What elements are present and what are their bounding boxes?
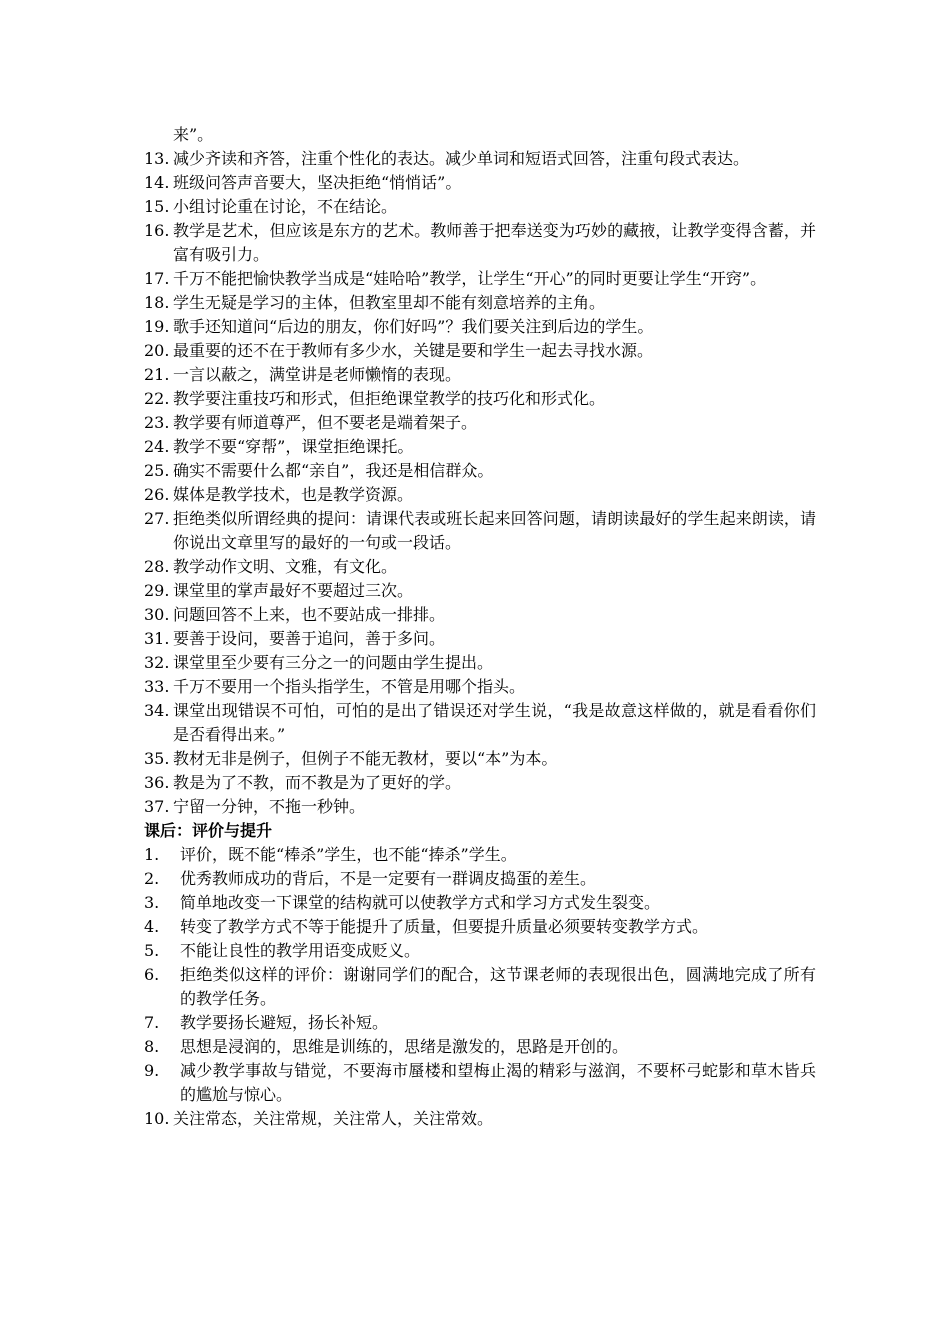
list-item-text: 教学要注重技巧和形式，但拒绝课堂教学的技巧化和形式化。 — [173, 389, 606, 408]
list-item-number: 5. — [144, 941, 160, 960]
list-item-text: 问题回答不上来，也不要站成一排排。 — [173, 605, 446, 624]
list-item — [144, 219, 816, 267]
list-item — [144, 699, 816, 747]
list-item-number: 8. — [144, 1037, 160, 1056]
list-item-text: 歌手还知道问“后边的朋友，你们好吗”？我们要关注到后边的学生。 — [173, 317, 654, 336]
list-item-number: 19. — [144, 317, 170, 336]
list-item-text: 优秀教师成功的背后，不是一定要有一群调皮捣蛋的差生。 — [180, 869, 597, 888]
list-item-text: 宁留一分钟，不拖一秒钟。 — [173, 797, 366, 816]
list-item-text: 千万不能把愉快教学当成是“娃哈哈”教学，让学生“开心”的同时更要让学生“开窍”。 — [173, 269, 767, 288]
list-item-number: 9. — [144, 1061, 160, 1080]
list-item-number: 35. — [144, 749, 170, 768]
list-item — [144, 507, 816, 555]
list-item-text: 千万不要用一个指头指学生，不管是用哪个指头。 — [173, 677, 526, 696]
continued-line: 来”。 — [173, 125, 214, 144]
list-item-text: 最重要的还不在于教师有多少水，关键是要和学生一起去寻找水源。 — [173, 341, 654, 360]
list-item-number: 21. — [144, 365, 170, 384]
list-item-number: 33. — [144, 677, 170, 696]
list-item — [144, 675, 816, 699]
list-item-text: 课堂出现错误不可怕，可怕的是出了错误还对学生说，“我是故意这样做的，就是看看你们是否看得出来。” — [173, 701, 816, 744]
document-page — [144, 123, 816, 1131]
list-item — [144, 1011, 816, 1035]
list-item — [144, 555, 816, 579]
list-item-number: 1. — [144, 845, 160, 864]
list-item-number: 25. — [144, 461, 170, 480]
list-item — [144, 435, 816, 459]
list-item-text: 媒体是教学技术，也是教学资源。 — [173, 485, 414, 504]
list-item — [144, 579, 816, 603]
list-item-number: 15. — [144, 197, 170, 216]
list-item-text: 教学要有师道尊严，但不要老是端着架子。 — [173, 413, 478, 432]
list-item-text: 小组讨论重在讨论，不在结论。 — [173, 197, 398, 216]
list-item-text: 关注常态，关注常规，关注常人，关注常效。 — [173, 1109, 494, 1128]
list-item-number: 28. — [144, 557, 170, 576]
list-item-text: 思想是浸润的，思维是训练的，思绪是激发的，思路是开创的。 — [180, 1037, 629, 1056]
list-in-class — [144, 147, 816, 819]
list-item — [144, 459, 816, 483]
list-item — [144, 147, 816, 171]
list-item — [144, 771, 816, 795]
list-item — [144, 915, 816, 939]
list-item-number: 2. — [144, 869, 160, 888]
list-item-text: 减少教学事故与错觉，不要海市蜃楼和望梅止渴的精彩与滋润，不要杯弓蛇影和草木皆兵的尴尬与惊心。 — [180, 1061, 816, 1104]
list-item-number: 27. — [144, 509, 170, 528]
list-item — [144, 1107, 816, 1131]
list-item — [144, 483, 816, 507]
list-item-number: 23. — [144, 413, 170, 432]
list-item-text: 教学不要“穿帮”，课堂拒绝课托。 — [173, 437, 414, 456]
list-item-text: 减少齐读和齐答，注重个性化的表达。减少单词和短语式回答，注重句段式表达。 — [173, 149, 750, 168]
list-item-number: 3. — [144, 893, 160, 912]
list-item — [144, 627, 816, 651]
list-item — [144, 843, 816, 867]
list-item-text: 班级问答声音要大，坚决拒绝“悄悄话”。 — [173, 173, 462, 192]
list-item-number: 4. — [144, 917, 160, 936]
list-item-text: 拒绝类似所谓经典的提问：请课代表或班长起来回答问题，请朗读最好的学生起来朗读，请你说出文章里写的最好的一句或一段话。 — [173, 509, 816, 552]
list-item-text: 确实不需要什么都“亲自”，我还是相信群众。 — [173, 461, 494, 480]
list-item — [144, 963, 816, 1011]
list-item — [144, 339, 816, 363]
list-item — [144, 603, 816, 627]
list-item — [144, 267, 816, 291]
list-item — [144, 1035, 816, 1059]
list-item-number: 36. — [144, 773, 170, 792]
list-item-number: 16. — [144, 221, 170, 240]
list-item-number: 6. — [144, 965, 160, 984]
list-item — [144, 891, 816, 915]
list-item-text: 简单地改变一下课堂的结构就可以使教学方式和学习方式发生裂变。 — [180, 893, 661, 912]
list-item — [144, 363, 816, 387]
list-item-text: 转变了教学方式不等于能提升了质量，但要提升质量必须要转变教学方式。 — [180, 917, 709, 936]
list-item-text: 教学要扬长避短，扬长补短。 — [180, 1013, 389, 1032]
list-item — [144, 795, 816, 819]
list-item-number: 18. — [144, 293, 170, 312]
list-item-number: 26. — [144, 485, 170, 504]
list-item — [144, 291, 816, 315]
list-item-text: 课堂里至少要有三分之一的问题由学生提出。 — [173, 653, 494, 672]
list-item-number: 29. — [144, 581, 170, 600]
list-item — [144, 1059, 816, 1107]
list-item — [144, 315, 816, 339]
list-item-number: 37. — [144, 797, 170, 816]
list-item-text: 评价，既不能“棒杀”学生，也不能“捧杀”学生。 — [180, 845, 517, 864]
list-item-number: 24. — [144, 437, 170, 456]
list-item-text: 拒绝类似这样的评价：谢谢同学们的配合，这节课老师的表现很出色，圆满地完成了所有的教学任务。 — [180, 965, 816, 1008]
list-item — [144, 171, 816, 195]
list-item — [144, 939, 816, 963]
list-item-number: 20. — [144, 341, 170, 360]
list-item-number: 30. — [144, 605, 170, 624]
list-item-number: 31. — [144, 629, 170, 648]
list-item-text: 学生无疑是学习的主体，但教室里却不能有刻意培养的主角。 — [173, 293, 606, 312]
list-item-text: 教是为了不教，而不教是为了更好的学。 — [173, 773, 462, 792]
list-after-class — [144, 843, 816, 1131]
list-item-text: 课堂里的掌声最好不要超过三次。 — [173, 581, 414, 600]
list-item — [144, 747, 816, 771]
list-item-number: 17. — [144, 269, 170, 288]
list-item — [144, 867, 816, 891]
list-item-number: 34. — [144, 701, 170, 720]
list-item-number: 10. — [144, 1109, 170, 1128]
list-item-text: 教材无非是例子，但例子不能无教材，要以“本”为本。 — [173, 749, 558, 768]
list-item-number: 32. — [144, 653, 170, 672]
list-item-number: 22. — [144, 389, 170, 408]
list-item-number: 14. — [144, 173, 170, 192]
list-item-text: 教学是艺术，但应该是东方的艺术。教师善于把奉送变为巧妙的藏掖，让教学变得含蓄，并富有吸引力。 — [173, 221, 816, 264]
list-item-text: 要善于设问，要善于追问，善于多问。 — [173, 629, 446, 648]
list-item-text: 不能让良性的教学用语变成贬义。 — [180, 941, 421, 960]
list-item-number: 7. — [144, 1013, 160, 1032]
list-item-text: 一言以蔽之，满堂讲是老师懒惰的表现。 — [173, 365, 462, 384]
list-item-number: 13. — [144, 149, 170, 168]
list-item — [144, 411, 816, 435]
list-item — [144, 651, 816, 675]
list-item-text: 教学动作文明、文雅，有文化。 — [173, 557, 398, 576]
list-item — [144, 195, 816, 219]
list-item — [144, 387, 816, 411]
section-heading: 课后：评价与提升 — [144, 821, 273, 840]
